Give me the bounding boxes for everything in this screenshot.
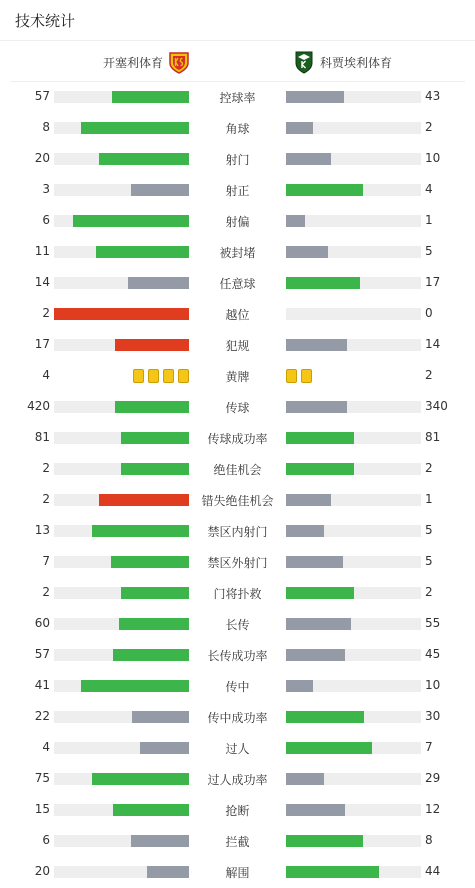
away-value: 81 bbox=[425, 430, 441, 444]
away-value: 1 bbox=[425, 492, 433, 506]
away-bar-track bbox=[286, 122, 421, 134]
away-bar-track bbox=[286, 246, 421, 258]
home-bar-fill bbox=[92, 773, 189, 785]
stat-label: 传中成功率 bbox=[207, 711, 268, 725]
yellow-card-icon bbox=[178, 369, 189, 383]
stat-row bbox=[0, 516, 475, 547]
stat-row bbox=[0, 485, 475, 516]
away-bar-fill bbox=[286, 91, 344, 103]
stat-row bbox=[0, 299, 475, 330]
yellow-card-icon bbox=[163, 369, 174, 383]
away-value: 4 bbox=[425, 182, 433, 196]
home-bar-fill bbox=[96, 246, 189, 258]
away-bar-fill bbox=[286, 835, 363, 847]
stat-label: 被封堵 bbox=[219, 246, 256, 260]
home-value: 6 bbox=[42, 213, 50, 227]
away-value: 44 bbox=[425, 864, 441, 878]
stat-label: 禁区内射门 bbox=[207, 525, 268, 539]
away-bar-fill bbox=[286, 525, 324, 537]
stat-row bbox=[0, 268, 475, 299]
home-bar-track bbox=[54, 618, 189, 630]
away-value: 2 bbox=[425, 461, 433, 475]
stat-row bbox=[0, 392, 475, 423]
yellow-card-icon bbox=[133, 369, 144, 383]
home-value: 75 bbox=[34, 771, 50, 785]
home-value: 420 bbox=[27, 399, 50, 413]
away-value: 55 bbox=[425, 616, 441, 630]
home-bar-fill bbox=[81, 680, 189, 692]
page-title: 技术统计 bbox=[15, 12, 76, 30]
away-bar-track bbox=[286, 649, 421, 661]
stat-label: 射门 bbox=[225, 153, 250, 167]
home-bar-track bbox=[54, 525, 189, 537]
stat-row bbox=[0, 454, 475, 485]
home-team-name: 开塞利体育 bbox=[102, 55, 163, 70]
home-bar-fill bbox=[113, 649, 189, 661]
away-bar-track bbox=[286, 711, 421, 723]
away-bar-track bbox=[286, 742, 421, 754]
home-value: 57 bbox=[34, 89, 50, 103]
home-bar-track bbox=[54, 556, 189, 568]
home-bar-track bbox=[54, 153, 189, 165]
away-bar-track bbox=[286, 525, 421, 537]
home-value: 3 bbox=[42, 182, 50, 196]
home-value: 15 bbox=[34, 802, 50, 816]
home-bar-fill bbox=[147, 866, 189, 878]
yellow-card-icon bbox=[286, 369, 297, 383]
stat-label: 绝佳机会 bbox=[213, 463, 262, 477]
away-bar-fill bbox=[286, 153, 331, 165]
home-bar-fill bbox=[140, 742, 189, 754]
away-bar-track bbox=[286, 215, 421, 227]
home-value: 81 bbox=[34, 430, 50, 444]
stats-list bbox=[0, 82, 475, 888]
home-bar-track bbox=[54, 91, 189, 103]
home-bar-fill bbox=[131, 184, 189, 196]
away-bar-fill bbox=[286, 680, 313, 692]
home-bar-track bbox=[54, 494, 189, 506]
stat-label: 传中 bbox=[225, 680, 250, 694]
home-bar-track bbox=[54, 432, 189, 444]
home-value: 4 bbox=[42, 368, 50, 382]
home-bar-track bbox=[54, 184, 189, 196]
stat-row bbox=[0, 237, 475, 268]
home-bar-fill bbox=[121, 463, 189, 475]
home-value: 60 bbox=[34, 616, 50, 630]
stat-label: 错失绝佳机会 bbox=[201, 494, 274, 508]
home-bar-track bbox=[54, 804, 189, 816]
away-bar-fill bbox=[286, 215, 305, 227]
home-bar-fill bbox=[132, 711, 189, 723]
home-team-crest-icon bbox=[167, 50, 191, 74]
away-bar-fill bbox=[286, 277, 360, 289]
home-bar-track bbox=[54, 215, 189, 227]
home-value: 2 bbox=[42, 306, 50, 320]
home-bar-fill bbox=[121, 587, 189, 599]
away-bar-fill bbox=[286, 866, 379, 878]
home-value: 7 bbox=[42, 554, 50, 568]
away-value: 10 bbox=[425, 151, 441, 165]
stat-label: 传球 bbox=[225, 401, 250, 415]
away-bar-fill bbox=[286, 494, 331, 506]
home-bar-fill bbox=[54, 308, 189, 320]
away-bar-fill bbox=[286, 711, 364, 723]
stat-label: 禁区外射门 bbox=[207, 556, 268, 570]
away-bar-fill bbox=[286, 773, 324, 785]
away-cards bbox=[286, 369, 316, 383]
away-value: 30 bbox=[425, 709, 441, 723]
stat-row bbox=[0, 764, 475, 795]
stat-label: 犯规 bbox=[225, 339, 250, 353]
home-value: 2 bbox=[42, 461, 50, 475]
away-bar-track bbox=[286, 401, 421, 413]
home-bar-track bbox=[54, 835, 189, 847]
away-bar-track bbox=[286, 277, 421, 289]
away-value: 43 bbox=[425, 89, 441, 103]
home-bar-fill bbox=[111, 556, 189, 568]
home-bar-fill bbox=[92, 525, 189, 537]
away-bar-fill bbox=[286, 649, 345, 661]
stat-row bbox=[0, 733, 475, 764]
away-value: 5 bbox=[425, 523, 433, 537]
stat-row bbox=[0, 702, 475, 733]
away-bar-fill bbox=[286, 587, 354, 599]
away-bar-track bbox=[286, 835, 421, 847]
home-bar-track bbox=[54, 463, 189, 475]
away-value: 340 bbox=[425, 399, 448, 413]
away-bar-track bbox=[286, 773, 421, 785]
away-bar-fill bbox=[286, 122, 313, 134]
home-cards bbox=[129, 369, 189, 383]
away-value: 29 bbox=[425, 771, 441, 785]
stat-row bbox=[0, 857, 475, 888]
home-bar-fill bbox=[112, 91, 189, 103]
stat-row bbox=[0, 609, 475, 640]
stat-label: 门将扑救 bbox=[213, 587, 262, 601]
stat-label: 长传 bbox=[225, 618, 250, 632]
home-value: 6 bbox=[42, 833, 50, 847]
home-bar-track bbox=[54, 339, 189, 351]
away-value: 14 bbox=[425, 337, 441, 351]
home-bar-track bbox=[54, 742, 189, 754]
stat-row bbox=[0, 361, 475, 392]
away-bar-track bbox=[286, 618, 421, 630]
away-value: 2 bbox=[425, 368, 433, 382]
stat-label: 控球率 bbox=[219, 91, 256, 105]
away-bar-fill bbox=[286, 804, 345, 816]
stat-row bbox=[0, 144, 475, 175]
stat-label: 传球成功率 bbox=[207, 432, 268, 446]
home-bar-track bbox=[54, 308, 189, 320]
away-value: 5 bbox=[425, 554, 433, 568]
stat-row bbox=[0, 330, 475, 361]
home-bar-fill bbox=[73, 215, 189, 227]
stat-row bbox=[0, 113, 475, 144]
away-value: 45 bbox=[425, 647, 441, 661]
stat-label: 黄牌 bbox=[225, 370, 250, 384]
home-value: 8 bbox=[42, 120, 50, 134]
teams-header bbox=[10, 41, 465, 82]
stat-label: 越位 bbox=[225, 308, 250, 322]
home-bar-track bbox=[54, 277, 189, 289]
home-value: 11 bbox=[34, 244, 50, 258]
away-bar-track bbox=[286, 308, 421, 320]
home-bar-track bbox=[54, 587, 189, 599]
stat-row bbox=[0, 206, 475, 237]
away-value: 1 bbox=[425, 213, 433, 227]
home-value: 13 bbox=[34, 523, 50, 537]
stat-label: 过人成功率 bbox=[207, 773, 268, 787]
home-bar-fill bbox=[81, 122, 189, 134]
stat-label: 过人 bbox=[225, 742, 250, 756]
away-bar-track bbox=[286, 680, 421, 692]
stat-label: 任意球 bbox=[219, 277, 256, 291]
home-team[interactable] bbox=[103, 49, 191, 75]
home-bar-fill bbox=[119, 618, 189, 630]
home-value: 14 bbox=[34, 275, 50, 289]
stat-row bbox=[0, 175, 475, 206]
stat-row bbox=[0, 82, 475, 113]
stat-label: 射偏 bbox=[225, 215, 250, 229]
away-team[interactable] bbox=[292, 49, 392, 75]
home-value: 2 bbox=[42, 492, 50, 506]
home-bar-fill bbox=[115, 339, 189, 351]
away-bar-track bbox=[286, 866, 421, 878]
away-bar-fill bbox=[286, 184, 363, 196]
away-bar-track bbox=[286, 184, 421, 196]
home-bar-track bbox=[54, 246, 189, 258]
home-bar-track bbox=[54, 122, 189, 134]
away-bar-track bbox=[286, 339, 421, 351]
home-bar-track bbox=[54, 680, 189, 692]
away-value: 8 bbox=[425, 833, 433, 847]
stat-row bbox=[0, 640, 475, 671]
home-bar-track bbox=[54, 711, 189, 723]
home-value: 4 bbox=[42, 740, 50, 754]
away-bar-track bbox=[286, 587, 421, 599]
home-value: 57 bbox=[34, 647, 50, 661]
stats-header bbox=[0, 0, 475, 41]
away-team-name: 科贾埃利体育 bbox=[320, 55, 393, 70]
home-bar-fill bbox=[99, 494, 189, 506]
away-value: 5 bbox=[425, 244, 433, 258]
away-bar-track bbox=[286, 91, 421, 103]
home-value: 20 bbox=[34, 151, 50, 165]
stat-label: 角球 bbox=[225, 122, 250, 136]
stat-label: 拦截 bbox=[225, 835, 250, 849]
home-bar-fill bbox=[128, 277, 189, 289]
home-value: 41 bbox=[34, 678, 50, 692]
away-bar-fill bbox=[286, 618, 351, 630]
away-bar-track bbox=[286, 153, 421, 165]
away-value: 17 bbox=[425, 275, 441, 289]
stat-label: 长传成功率 bbox=[207, 649, 268, 663]
stat-row bbox=[0, 671, 475, 702]
home-bar-track bbox=[54, 866, 189, 878]
yellow-card-icon bbox=[301, 369, 312, 383]
away-bar-fill bbox=[286, 556, 343, 568]
away-bar-track bbox=[286, 494, 421, 506]
away-bar-track bbox=[286, 556, 421, 568]
yellow-card-icon bbox=[148, 369, 159, 383]
away-value: 0 bbox=[425, 306, 433, 320]
stat-row bbox=[0, 795, 475, 826]
away-bar-fill bbox=[286, 463, 354, 475]
away-bar-fill bbox=[286, 432, 354, 444]
stat-label: 射正 bbox=[225, 184, 250, 198]
home-bar-track bbox=[54, 773, 189, 785]
home-bar-fill bbox=[113, 804, 189, 816]
away-value: 7 bbox=[425, 740, 433, 754]
away-bar-fill bbox=[286, 742, 372, 754]
home-bar-fill bbox=[115, 401, 189, 413]
stat-label: 抢断 bbox=[225, 804, 250, 818]
home-bar-fill bbox=[131, 835, 189, 847]
home-bar-track bbox=[54, 401, 189, 413]
home-value: 17 bbox=[34, 337, 50, 351]
home-bar-track bbox=[54, 649, 189, 661]
away-bar-fill bbox=[286, 339, 347, 351]
stat-row bbox=[0, 826, 475, 857]
away-bar-fill bbox=[286, 246, 328, 258]
home-bar-fill bbox=[99, 153, 189, 165]
stat-row bbox=[0, 578, 475, 609]
stat-label: 解围 bbox=[225, 866, 250, 880]
home-value: 2 bbox=[42, 585, 50, 599]
away-bar-track bbox=[286, 804, 421, 816]
away-value: 2 bbox=[425, 120, 433, 134]
home-value: 20 bbox=[34, 864, 50, 878]
stat-row bbox=[0, 547, 475, 578]
away-team-crest-icon bbox=[292, 50, 316, 74]
home-value: 22 bbox=[34, 709, 50, 723]
stat-row bbox=[0, 423, 475, 454]
away-value: 2 bbox=[425, 585, 433, 599]
away-bar-track bbox=[286, 432, 421, 444]
away-bar-track bbox=[286, 463, 421, 475]
home-bar-fill bbox=[121, 432, 189, 444]
away-value: 10 bbox=[425, 678, 441, 692]
away-value: 12 bbox=[425, 802, 441, 816]
away-bar-fill bbox=[286, 401, 347, 413]
